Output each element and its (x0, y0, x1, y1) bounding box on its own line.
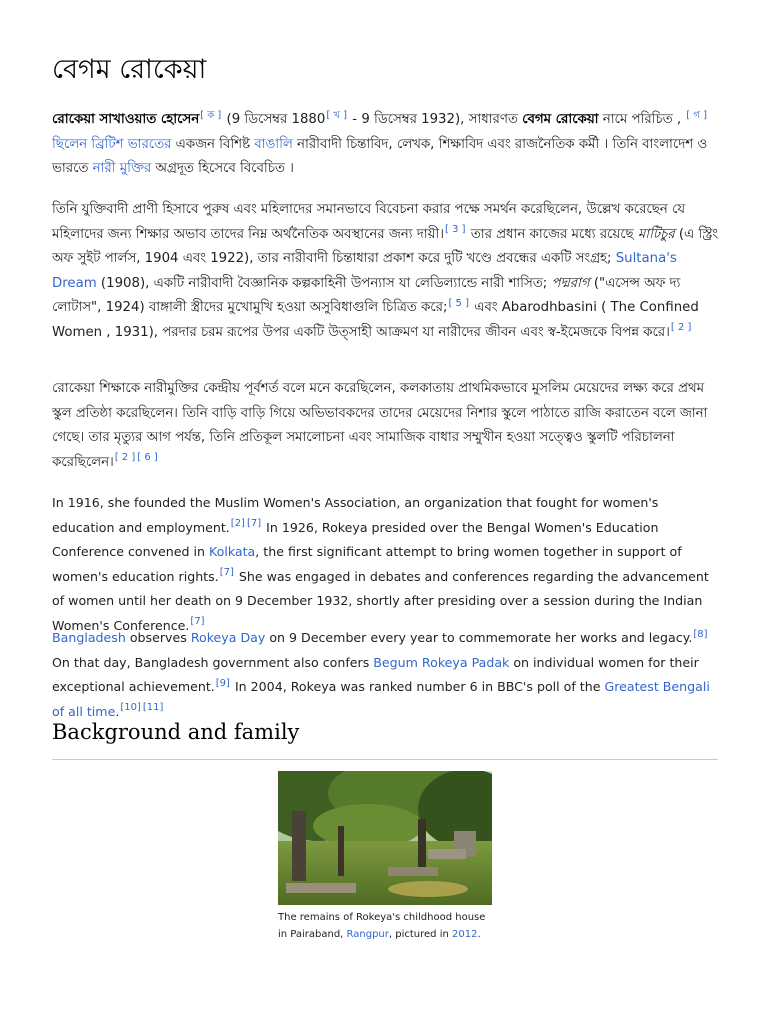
link-kolkata[interactable]: Kolkata (209, 544, 256, 559)
text-run: On that day, Bangladesh government also confers (52, 654, 374, 670)
ref-ka[interactable]: [ ক ] (200, 109, 222, 121)
link-greatest-bengali[interactable]: Greatest Bengali of all time (52, 679, 710, 719)
association-paragraph (52, 491, 718, 638)
link-rokeya-day[interactable]: Rokeya Day (190, 630, 266, 645)
work-title-matichur: মাটিচুর (637, 226, 675, 242)
ref-9[interactable]: [9] (215, 677, 230, 689)
ref-10[interactable]: [10] (120, 702, 141, 714)
subject-name: রোকেয়া সাখাওয়াত হোসেন (52, 112, 200, 127)
link-rangpur[interactable]: Rangpur (346, 929, 389, 940)
link-bangladesh[interactable]: Bangladesh (52, 630, 126, 645)
text-run: অগ্রদূত হিসেবে বিবেচিত । (151, 161, 294, 176)
intro-paragraph (52, 108, 718, 182)
known-as-name: বেগম রোকেয়া (522, 112, 599, 127)
text-run: The remains of Rokeya's childhood house in Pairaband, (278, 912, 486, 940)
text-run: তার প্রধান কাজের মধ্যে রয়েছে (466, 226, 638, 242)
text-run: নামে পরিচিত , (598, 112, 686, 127)
text-run: (9 ডিসেম্বর 1880 (222, 112, 326, 127)
text-run: নারীবাদী চিন্তাবিদ, লেখক, শিক্ষাবিদ এবং রাজনৈতিক কর্মী । তিনি বাংলাদেশ ও ভারতে (52, 136, 708, 176)
ref-2[interactable]: [ 2 ] (114, 452, 136, 464)
work-title-padmarag: পদ্মরাগ (551, 275, 590, 291)
page-title: বেগম রোকেয়া (52, 54, 207, 85)
text-run: ( (596, 300, 611, 315)
text-run: In 2004, Rokeya was ranked number 6 in BBC's poll of the (230, 679, 605, 694)
link-was[interactable]: ছিলেন (52, 136, 88, 152)
text-run: . (115, 703, 120, 719)
text-run: In 1916, she founded the Muslim Women's Association, an organization that fought for women's education and employment. (52, 495, 659, 535)
text-run: on individual women for their exceptional achievement. (52, 654, 699, 694)
section-heading: Background and family (52, 720, 300, 744)
text-run: তিনি যুক্তিবাদী প্রাণী হিসাবে পুরুষ এবং মহিলাদের সমানভাবে বিবেচনা করার পক্ষে সমর্থন করেছিলেন, উল্লেখ করেছেন যে মহিলাদের জন্য শিক্ষার অভাব তাদের নিম্ন অর্থনৈতিক অবস্থানের জন্য দায়ী। (52, 202, 686, 242)
ref-2[interactable]: [2] (230, 518, 245, 530)
ref-7[interactable]: [7] (190, 616, 205, 628)
text-run: observes (125, 630, 191, 645)
work-title-abarodhbasini: Abarodhbasini (501, 300, 597, 315)
ref-7[interactable]: [7] (246, 518, 262, 530)
work-title-confined-women: The Confined Women (52, 300, 699, 340)
text-run: (1908), একটি নারীবাদী বৈজ্ঞানিক কল্পকাহিনী উপন্যাস যা লেডিল্যান্ডে নারী শাসিত; (96, 275, 552, 291)
text-run: She was engaged in debates and conferences regarding the advancement of women until her death on 9 December 1932, shortly after presiding over a session during the Indian Women's Conference. (52, 568, 709, 633)
ref-kha[interactable]: [ খ ] (326, 109, 348, 121)
link-2012[interactable]: 2012 (452, 929, 478, 940)
text-run: ("এসেন্স অফ দ্য লোটাস", 1924) বাঙ্গালী স্ত্রীদের মুখোমুখি হওয়া অসুবিধাগুলি চিত্রিত করে; (52, 275, 681, 315)
link-sultanas-dream[interactable]: Sultana's Dream (52, 251, 677, 291)
text-run: . (477, 929, 481, 940)
text-run: In 1926, Rokeya presided over the Bengal Women's Education Conference convened in (52, 519, 659, 559)
text-run: - 9 ডিসেম্বর 1932), সাধারণত (348, 112, 523, 127)
link-womens-liberation[interactable]: নারী মুক্তির (92, 161, 152, 176)
childhood-house-photo[interactable] (278, 771, 492, 905)
text-run: , 1931), পরদার চরম রূপের উপর একটি উত্সাহী আক্রমণ যা নারীদের জীবন এবং স্ব-ইমেজকে বিপন্ন করে। (102, 324, 670, 340)
ref-5[interactable]: [ 5 ] (448, 297, 469, 309)
section-divider (52, 759, 718, 760)
ref-8[interactable]: [8] (693, 628, 708, 640)
ref-7[interactable]: [7] (219, 567, 234, 579)
education-paragraph (52, 377, 718, 475)
text-run: রোকেয়া শিক্ষাকে নারীমুক্তির কেন্দ্রীয় পূর্বশর্ত বলে মনে করেছিলেন, কলকাতায় প্রাথমিকভাবে মুসলিম মেয়েদের লক্ষ্য করে প্রথম স্কুল প্রতিষ্ঠা করেছিলেন। তিনি বাড়ি বাড়ি গিয়ে অভিভাবকদের তাদের মেয়েদের নিশার স্কুলে পাঠাতে রাজি করাতেন বলে জানা গেছে। তার মৃত্যুর আগ পর্যন্ত, তিনি প্রতিকূল সমালোচনা এবং সামাজিক বাধার সম্মুখীন হওয়া সত্ত্বেও স্কুলটি পরিচালনা করেছিলেন। (52, 381, 708, 470)
text-run: , the first significant attempt to bring women together in support of women's education rights. (52, 544, 682, 584)
image-caption (278, 909, 492, 943)
works-paragraph (52, 198, 718, 345)
link-begum-rokeya-padak[interactable]: Begum Rokeya Padak (373, 654, 510, 670)
ref-2[interactable]: [ 2 ] (670, 322, 692, 334)
text-run: (এ স্ট্রিং অফ সুইট পার্লস, 1904 এবং 1922), তার নারীবাদী চিন্তাধারা প্রকাশ করে দুটি খণ্ডে প্রবন্ধের একটি সংগ্রহ; (52, 226, 719, 266)
ref-11[interactable]: [11] (142, 702, 164, 714)
text-run: on 9 December every year to commemorate her works and legacy. (265, 630, 693, 645)
ref-ga[interactable]: [ গ ] (686, 109, 708, 121)
text-run: একজন বিশিষ্ট (171, 136, 255, 152)
ref-6[interactable]: [ 6 ] (137, 452, 158, 464)
text-run: , pictured in (388, 929, 452, 940)
link-bengali[interactable]: বাঙালি (254, 136, 293, 152)
link-british-india[interactable]: ব্রিটিশ ভারতের (91, 136, 172, 152)
ref-3[interactable]: [ 3 ] (445, 224, 466, 236)
text-run: এবং (469, 300, 502, 315)
legacy-paragraph (52, 626, 718, 724)
